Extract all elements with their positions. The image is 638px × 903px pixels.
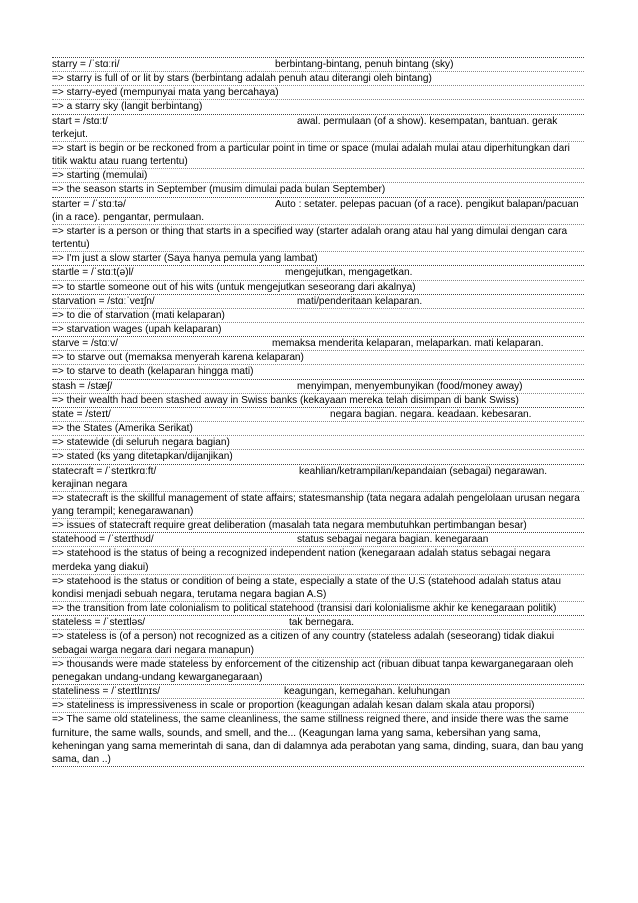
example-sentence: => to startle someone out of his wits (untuk mengejutkan seseorang dari akalnya)	[52, 281, 416, 293]
example-sentence: => the States (Amerika Serikat)	[52, 422, 584, 436]
dictionary-entry	[52, 198, 584, 267]
example-sentence: => their wealth had been stashed away in Swiss banks (kekayaan mereka telah disimpan di bank Swiss)	[52, 394, 519, 406]
example-sentence: => statewide (di seluruh negara bagian)	[52, 436, 584, 450]
dictionary-entry	[52, 533, 584, 616]
entry-headline	[52, 198, 584, 225]
example-sentence: => issues of statecraft require great deliberation (masalah tata negara membutuhkan pertimbangan besar)	[52, 520, 527, 532]
entry-headline	[52, 408, 584, 422]
example-sentence: => a starry sky (langit berbintang)	[52, 101, 203, 113]
example-sentence: => starvation wages (upah kelaparan)	[52, 323, 222, 335]
word-meaning: mati/penderitaan kelaparan.	[297, 295, 423, 307]
word-meaning: Auto : setater. pelepas pacuan (of a race). pengikut balapan/pacuan (in a race). pengantar, permulaan.	[52, 198, 579, 223]
word-pronunciation: starter = /ˈstɑːtə/	[52, 198, 126, 210]
example-sentence: => stateless is (of a person) not recognized as a citizen of any country (stateless adalah (seseorang) tidak diakui sebagai warga negara dari negara manapun)	[52, 630, 584, 657]
dictionary-entry	[52, 266, 584, 294]
word-meaning: berbintang-bintang, penuh bintang (sky)	[275, 59, 454, 70]
example-sentence: => to starve out (memaksa menyerah karena kelaparan)	[52, 351, 584, 365]
entry-headline	[52, 465, 584, 492]
example-sentence: => the transition from late colonialism to political statehood (transisi dari kolonialisme akhir ke kenegaraan politik)	[52, 603, 557, 615]
word-meaning: negara bagian. negara. keadaan. kebesaran.	[330, 408, 532, 420]
example-sentence: => the season starts in September (musim dimulai pada bulan September)	[52, 184, 386, 196]
word-meaning: tak bernegara.	[289, 617, 355, 629]
entry-headline	[52, 533, 584, 547]
word-pronunciation: stateliness = /ˈsteɪtlɪnɪs/	[52, 686, 161, 698]
example-sentence: => statehood is the status or condition of being a state, especially a state of the U.S (statehood adalah status atau kondisi menjadi sebuah negara, terutama negara bagian A.S)	[52, 575, 584, 602]
entry-headline	[52, 115, 584, 142]
word-pronunciation: statehood = /ˈsteɪthʊd/	[52, 534, 154, 546]
word-meaning: status sebagai negara bagian. kenegaraan	[297, 534, 489, 546]
dictionary-entry	[52, 115, 584, 198]
example-sentence: => The same old stateliness, the same cleanliness, the same stillness reigned there, and inside there was the same furniture, the same walls, sounds, and smell, and the... (Keagungan lama yang sama, kebersihan yang sama, keheningan yang sama memerintah di sana, dan di dalamnya ada perabotan yang sama, dinding, suara, dan bau yang sama, dan ..)	[52, 714, 584, 765]
entry-headline	[52, 685, 584, 699]
word-pronunciation: statecraft = /ˈsteɪtkrɑːft/	[52, 465, 157, 477]
example-sentence: => statecraft is the skillful management of state affairs; statesmanship (tata negara adalah pengelolaan urusan negara yang terampil; kenegarawanan)	[52, 492, 584, 519]
example-sentence: => statehood is the status of being a recognized independent nation (kenegaraan adalah status sebagai negara merdeka yang diakui)	[52, 547, 584, 574]
dictionary-entry	[52, 295, 584, 337]
entry-headline	[52, 380, 584, 394]
word-meaning: mengejutkan, mengagetkan.	[285, 267, 413, 279]
dictionary-entry	[52, 337, 584, 379]
example-sentence: => to die of starvation (mati kelaparan)	[52, 309, 584, 323]
example-sentence: => stated (ks yang ditetapkan/dijanjikan)	[52, 451, 233, 463]
dictionary-entry	[52, 685, 584, 767]
word-pronunciation: stateless = /ˈsteɪtləs/	[52, 617, 146, 629]
dictionary-entry	[52, 408, 584, 465]
example-sentence: => starry is full of or lit by stars (berbintang adalah penuh atau diterangi oleh bintang)	[52, 72, 584, 86]
word-meaning: awal. permulaan (of a show). kesempatan, bantuan. gerak terkejut.	[52, 115, 558, 140]
example-sentence: => starter is a person or thing that starts in a specified way (starter adalah orang atau hal yang dimulai dengan cara tertentu)	[52, 225, 584, 252]
entry-headline	[52, 295, 584, 309]
entry-headline	[52, 266, 584, 280]
example-sentence: => starry-eyed (mempunyai mata yang bercahaya)	[52, 86, 584, 100]
entry-headline	[52, 337, 584, 351]
dictionary-entry	[52, 57, 584, 115]
word-pronunciation: stash = /stæʃ/	[52, 380, 113, 392]
word-pronunciation: starvation = /stɑːˈveɪʃn/	[52, 295, 155, 307]
word-pronunciation: starry = /ˈstɑːri/	[52, 59, 120, 70]
example-sentence: => starting (memulai)	[52, 169, 584, 183]
dictionary-entry	[52, 465, 584, 534]
example-sentence: => thousands were made stateless by enforcement of the citizenship act (ribuan dibuat tanpa kewarganegaraan oleh penegakan undang-undang kewarganegaraan)	[52, 658, 574, 683]
word-pronunciation: state = /steɪt/	[52, 408, 111, 420]
word-pronunciation: starve = /stɑːv/	[52, 338, 118, 350]
entry-headline	[52, 616, 584, 630]
word-meaning: memaksa menderita kelaparan, melaparkan. mati kelaparan.	[272, 338, 544, 350]
dictionary-entry	[52, 380, 584, 408]
example-sentence: => I'm just a slow starter (Saya hanya pemula yang lambat)	[52, 253, 318, 265]
word-pronunciation: startle = /ˈstɑːt(ə)l/	[52, 267, 134, 279]
word-meaning: keagungan, kemegahan. keluhungan	[284, 686, 451, 698]
example-sentence: => stateliness is impressiveness in scale or proportion (keagungan adalah kesan dalam skala atau proporsi)	[52, 699, 584, 713]
dictionary-entry	[52, 616, 584, 685]
entry-headline	[52, 58, 584, 72]
word-pronunciation: start = /stɑːt/	[52, 115, 108, 127]
word-meaning: menyimpan, menyembunyikan (food/money away)	[297, 380, 523, 392]
example-sentence: => to starve to death (kelaparan hingga mati)	[52, 366, 254, 378]
word-meaning: keahlian/ketrampilan/kepandaian (sebagai) negarawan. kerajinan negara	[52, 465, 548, 490]
example-sentence: => start is begin or be reckoned from a particular point in time or space (mulai adalah mulai atau diperhitungkan dari titik waktu atau ruang tertentu)	[52, 142, 584, 169]
dictionary-page	[52, 57, 584, 767]
